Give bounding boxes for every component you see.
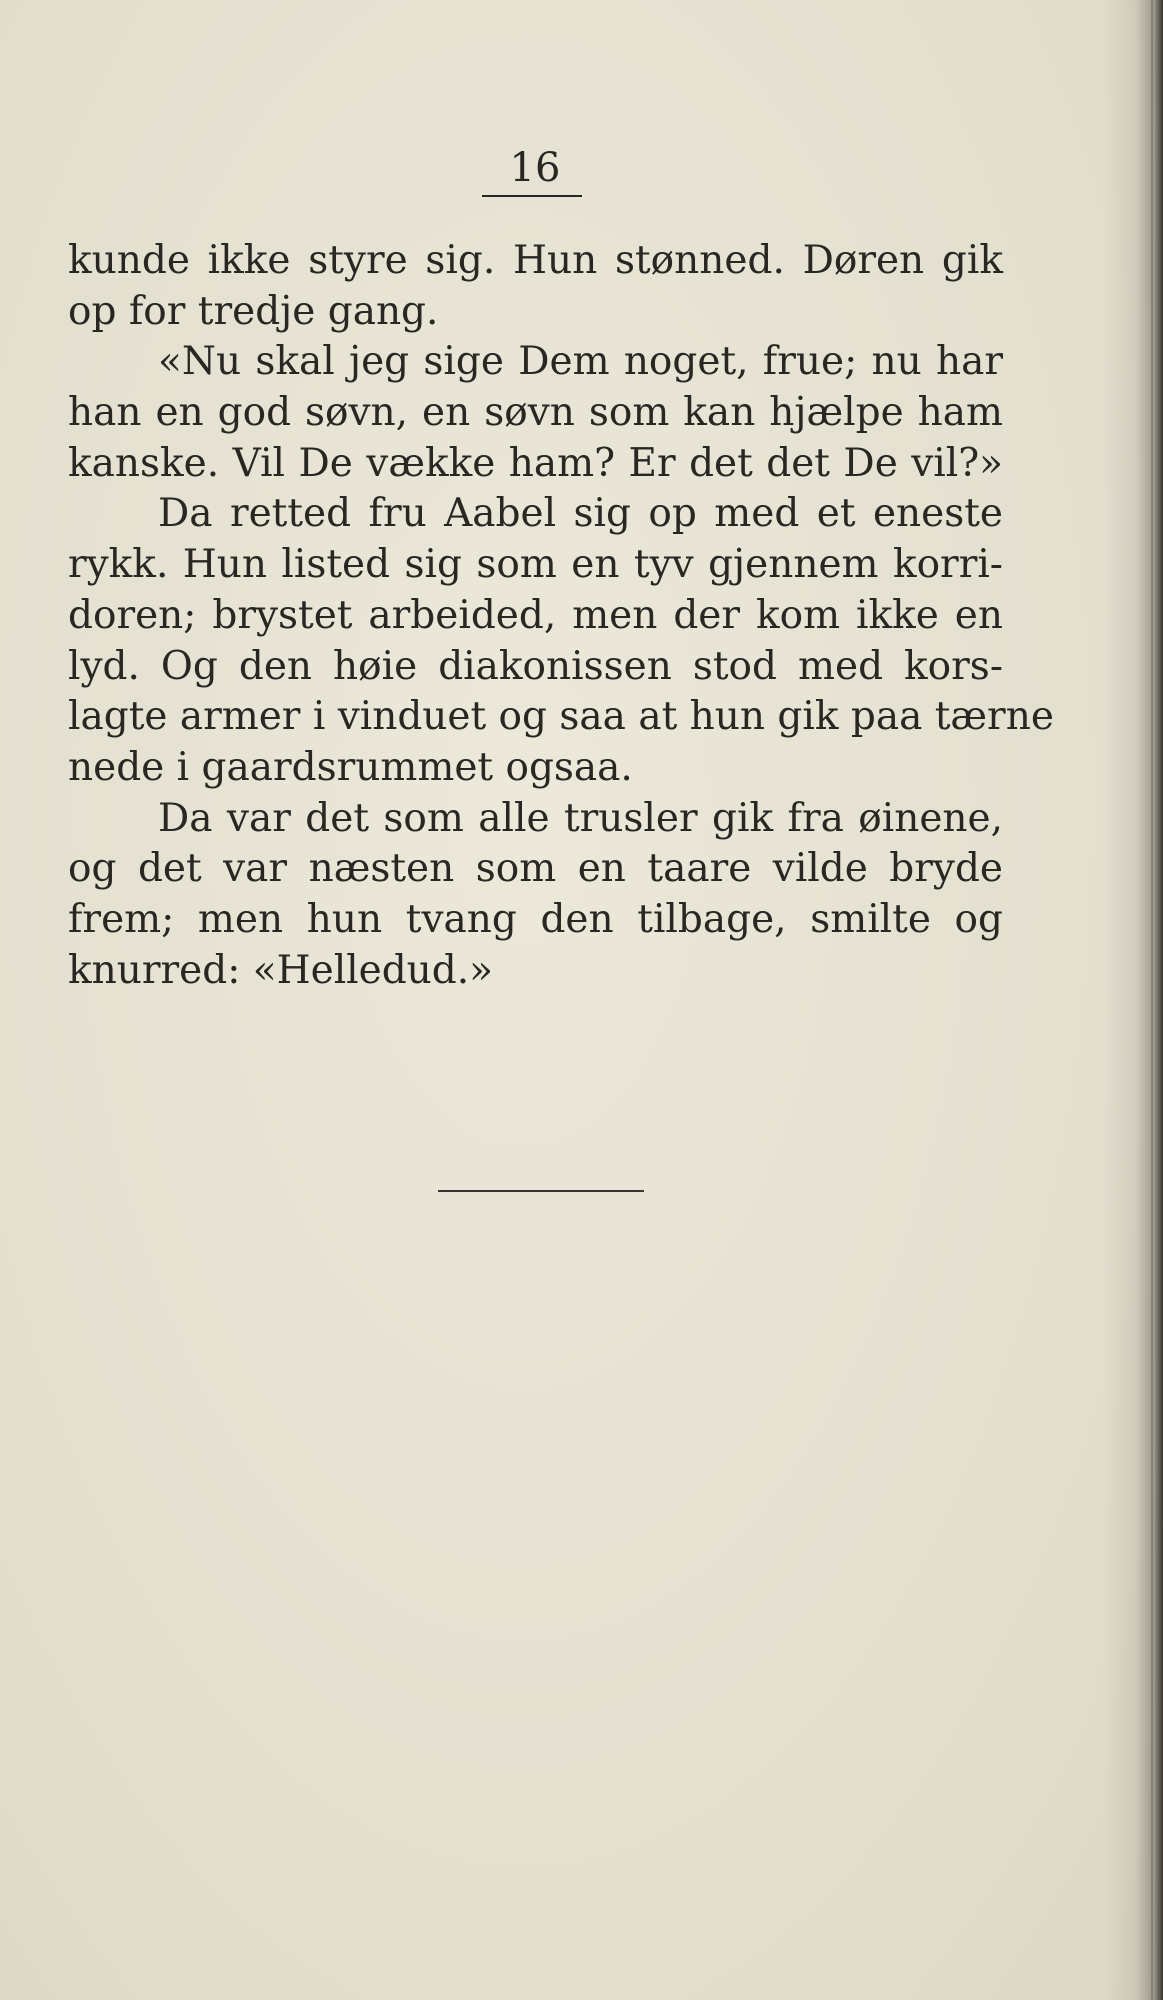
text-line: rykk. Hun listed sig som en tyv gjennem korri- bbox=[68, 542, 1003, 588]
page-edge-line bbox=[1151, 0, 1153, 2000]
text-line: Da retted fru Aabel sig op med et eneste bbox=[158, 491, 1003, 537]
end-rule bbox=[438, 1190, 644, 1192]
body-text bbox=[68, 236, 1054, 996]
page-number: 16 bbox=[509, 145, 561, 191]
header-rule bbox=[482, 195, 582, 197]
text-line: han en god søvn, en søvn som kan hjælpe ham bbox=[68, 390, 1003, 436]
text-line: og det var næsten som en taare vilde bryde bbox=[68, 846, 1003, 892]
text-line: kanske. Vil De vække ham? Er det det De vil?» bbox=[68, 440, 1003, 486]
text-line: frem; men hun tvang den tilbage, smilte og bbox=[68, 896, 1003, 942]
text-line: lyd. Og den høie diakonissen stod med kors- bbox=[68, 643, 1003, 689]
text-line: «Nu skal jeg sige Dem noget, frue; nu har bbox=[158, 339, 1003, 385]
text-line: Da var det som alle trusler gik fra øinene, bbox=[158, 795, 1003, 841]
text-line: lagte armer i vinduet og saa at hun gik paa tærne bbox=[68, 694, 1054, 740]
text-line: nede i gaardsrummet ogsaa. bbox=[68, 744, 633, 790]
page-edge-shadow bbox=[1103, 0, 1163, 2000]
text-line: knurred: «Helledud.» bbox=[68, 947, 494, 993]
text-line: kunde ikke styre sig. Hun stønned. Døren gik bbox=[68, 238, 1003, 283]
text-line: doren; brystet arbeided, men der kom ikke en bbox=[68, 592, 1003, 638]
text-line: op for tredje gang. bbox=[68, 288, 439, 334]
